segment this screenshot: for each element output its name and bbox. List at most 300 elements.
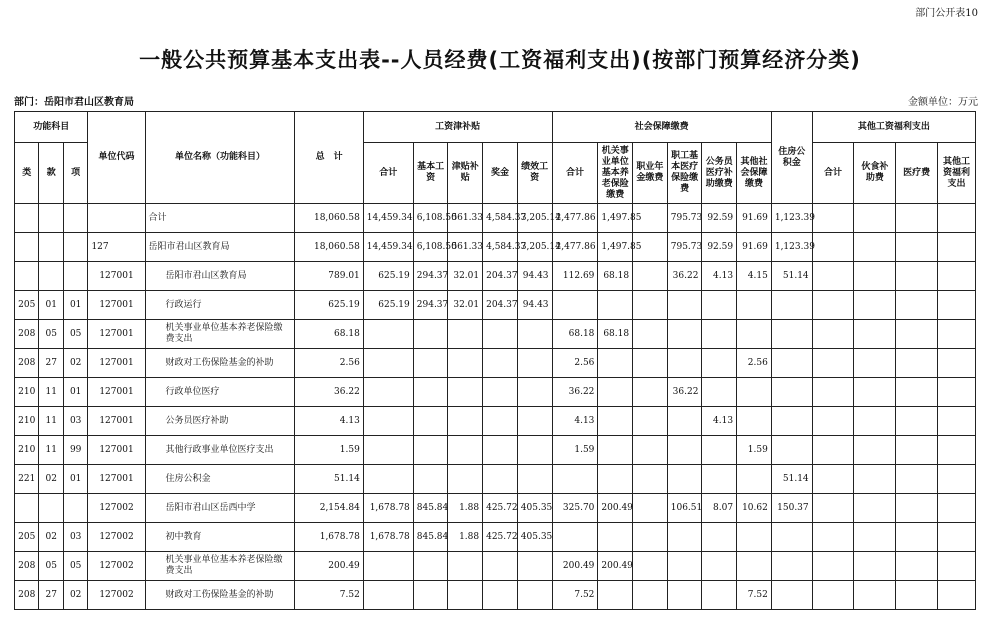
cell-unit-name: 公务员医疗补助 (145, 407, 295, 436)
cell-other (896, 407, 938, 436)
cell-wage: 4,584.37 (483, 233, 518, 262)
cell-social (737, 407, 772, 436)
cell-total: 18,060.58 (295, 204, 363, 233)
cell-total: 789.01 (295, 262, 363, 291)
cell-unit-name: 机关事业单位基本养老保险缴费支出 (145, 552, 295, 581)
cell-social (633, 523, 668, 552)
header-social-col: 职工基本医疗保险缴费 (667, 143, 702, 204)
cell-social (737, 320, 772, 349)
cell-housing (771, 436, 812, 465)
cell-social (598, 581, 633, 610)
header-unit-code: 单位代码 (88, 112, 145, 204)
header-wage-col: 津贴补贴 (448, 143, 483, 204)
cell-wage (363, 465, 413, 494)
cell-total: 2,154.84 (295, 494, 363, 523)
cell-item: 02 (63, 581, 88, 610)
cell-item (63, 204, 88, 233)
cell-item (63, 494, 88, 523)
cell-other (854, 581, 896, 610)
cell-wage (517, 407, 552, 436)
cell-kind: 210 (15, 378, 39, 407)
cell-other (896, 233, 938, 262)
cell-social: 795.73 (667, 233, 702, 262)
cell-wage (483, 552, 518, 581)
cell-unit-name: 初中教育 (145, 523, 295, 552)
header-other-col: 伙食补助费 (854, 143, 896, 204)
cell-social: 92.59 (702, 204, 737, 233)
cell-wage (448, 349, 483, 378)
cell-wage: 3,205.14 (517, 204, 552, 233)
cell-wage (483, 349, 518, 378)
cell-unit-name: 行政单位医疗 (145, 378, 295, 407)
cell-section: 11 (39, 436, 63, 465)
cell-item: 03 (63, 407, 88, 436)
cell-total: 36.22 (295, 378, 363, 407)
table-row (15, 581, 976, 610)
cell-total: 625.19 (295, 291, 363, 320)
cell-wage (413, 407, 448, 436)
cell-other (854, 378, 896, 407)
cell-total: 1.59 (295, 436, 363, 465)
cell-wage: 625.19 (363, 262, 413, 291)
cell-wage: 94.43 (517, 291, 552, 320)
cell-total: 68.18 (295, 320, 363, 349)
cell-social (667, 407, 702, 436)
header-social-group: 社会保障缴费 (552, 112, 771, 143)
cell-other (854, 407, 896, 436)
cell-other (938, 204, 976, 233)
cell-social (598, 436, 633, 465)
cell-wage: 405.35 (517, 523, 552, 552)
cell-wage: 32.01 (448, 262, 483, 291)
cell-total: 18,060.58 (295, 233, 363, 262)
cell-social (737, 378, 772, 407)
cell-wage: 425.72 (483, 494, 518, 523)
cell-other (938, 320, 976, 349)
cell-wage: 14,459.34 (363, 233, 413, 262)
cell-wage (517, 378, 552, 407)
cell-social: 2,477.86 (552, 204, 598, 233)
cell-other (812, 204, 854, 233)
cell-social: 795.73 (667, 204, 702, 233)
cell-other (938, 291, 976, 320)
cell-wage (448, 465, 483, 494)
header-section: 款 (39, 143, 63, 204)
cell-social: 4.13 (552, 407, 598, 436)
table-row (15, 378, 976, 407)
cell-wage: 204.37 (483, 291, 518, 320)
cell-unit-code: 127001 (88, 436, 145, 465)
cell-social (598, 291, 633, 320)
cell-unit-name: 财政对工伤保险基金的补助 (145, 581, 295, 610)
cell-wage: 561.33 (448, 233, 483, 262)
table-row (15, 523, 976, 552)
cell-housing: 51.14 (771, 262, 812, 291)
cell-social: 1,497.85 (598, 204, 633, 233)
header-kind: 类 (15, 143, 39, 204)
header-social-col: 合计 (552, 143, 598, 204)
cell-wage (363, 378, 413, 407)
cell-social (667, 523, 702, 552)
cell-social: 92.59 (702, 233, 737, 262)
cell-wage (448, 320, 483, 349)
cell-other (938, 552, 976, 581)
cell-social (598, 378, 633, 407)
header-other-group: 其他工资福利支出 (812, 112, 975, 143)
cell-total: 200.49 (295, 552, 363, 581)
cell-other (812, 320, 854, 349)
cell-wage (517, 436, 552, 465)
cell-other (854, 349, 896, 378)
cell-social (633, 407, 668, 436)
cell-social (552, 523, 598, 552)
cell-unit-name: 行政运行 (145, 291, 295, 320)
cell-total: 51.14 (295, 465, 363, 494)
cell-unit-name: 岳阳市君山区教育局 (145, 262, 295, 291)
cell-total: 4.13 (295, 407, 363, 436)
cell-other (812, 233, 854, 262)
cell-housing (771, 523, 812, 552)
cell-unit-code: 127 (88, 233, 145, 262)
cell-wage: 1.88 (448, 494, 483, 523)
cell-kind (15, 262, 39, 291)
cell-wage (483, 465, 518, 494)
cell-other (896, 291, 938, 320)
cell-wage (483, 320, 518, 349)
header-social-col: 机关事业单位基本养老保险缴费 (598, 143, 633, 204)
cell-wage (517, 320, 552, 349)
cell-social (702, 465, 737, 494)
header-item: 项 (63, 143, 88, 204)
cell-wage: 204.37 (483, 262, 518, 291)
cell-social (702, 320, 737, 349)
cell-wage (413, 552, 448, 581)
cell-social: 112.69 (552, 262, 598, 291)
cell-wage: 14,459.34 (363, 204, 413, 233)
cell-wage (483, 407, 518, 436)
cell-wage (448, 581, 483, 610)
cell-other (938, 349, 976, 378)
cell-kind: 210 (15, 407, 39, 436)
cell-social: 4.15 (737, 262, 772, 291)
cell-other (854, 320, 896, 349)
cell-wage (517, 552, 552, 581)
cell-other (938, 436, 976, 465)
cell-social: 2,477.86 (552, 233, 598, 262)
cell-social (702, 291, 737, 320)
cell-social (598, 465, 633, 494)
header-unit-name: 单位名称（功能科目） (145, 112, 295, 204)
cell-item (63, 262, 88, 291)
cell-section: 27 (39, 581, 63, 610)
cell-unit-code: 127002 (88, 581, 145, 610)
cell-other (896, 378, 938, 407)
cell-social: 2.56 (737, 349, 772, 378)
cell-social (667, 349, 702, 378)
cell-social: 68.18 (598, 262, 633, 291)
cell-kind: 208 (15, 581, 39, 610)
cell-other (812, 494, 854, 523)
cell-wage: 425.72 (483, 523, 518, 552)
cell-other (896, 204, 938, 233)
cell-social: 8.07 (702, 494, 737, 523)
cell-other (896, 262, 938, 291)
cell-housing: 1,123.39 (771, 204, 812, 233)
cell-housing (771, 349, 812, 378)
cell-section: 02 (39, 523, 63, 552)
cell-wage: 405.35 (517, 494, 552, 523)
cell-other (938, 581, 976, 610)
cell-wage (363, 436, 413, 465)
cell-wage: 294.37 (413, 262, 448, 291)
cell-kind: 205 (15, 523, 39, 552)
cell-other (854, 204, 896, 233)
cell-wage (363, 320, 413, 349)
page-tag: 部门公开表10 (915, 8, 978, 19)
cell-kind: 210 (15, 436, 39, 465)
cell-unit-code: 127001 (88, 407, 145, 436)
cell-social (737, 291, 772, 320)
cell-wage: 1,678.78 (363, 523, 413, 552)
cell-wage (448, 436, 483, 465)
cell-wage: 845.84 (413, 523, 448, 552)
cell-social: 200.49 (598, 552, 633, 581)
cell-kind: 221 (15, 465, 39, 494)
cell-other (896, 465, 938, 494)
cell-social: 7.52 (552, 581, 598, 610)
header-other-col: 医疗费 (896, 143, 938, 204)
cell-unit-name: 住房公积金 (145, 465, 295, 494)
table-row (15, 233, 976, 262)
cell-item: 05 (63, 320, 88, 349)
cell-social: 36.22 (667, 378, 702, 407)
cell-wage: 625.19 (363, 291, 413, 320)
cell-social: 200.49 (598, 494, 633, 523)
cell-item: 99 (63, 436, 88, 465)
cell-wage (413, 320, 448, 349)
cell-social: 91.69 (737, 233, 772, 262)
header-social-col: 其他社会保障缴费 (737, 143, 772, 204)
cell-social (633, 262, 668, 291)
cell-other (812, 581, 854, 610)
cell-housing (771, 378, 812, 407)
cell-section (39, 233, 63, 262)
cell-social (598, 523, 633, 552)
table-row (15, 407, 976, 436)
cell-unit-name: 岳阳市君山区岳西中学 (145, 494, 295, 523)
cell-other (896, 494, 938, 523)
cell-social (633, 552, 668, 581)
cell-unit-code: 127001 (88, 349, 145, 378)
cell-wage: 1,678.78 (363, 494, 413, 523)
cell-other (896, 320, 938, 349)
cell-total: 1,678.78 (295, 523, 363, 552)
cell-social: 7.52 (737, 581, 772, 610)
cell-social: 106.51 (667, 494, 702, 523)
cell-kind (15, 204, 39, 233)
cell-other (812, 407, 854, 436)
cell-kind: 208 (15, 320, 39, 349)
header-wage-col: 基本工资 (413, 143, 448, 204)
cell-wage (448, 378, 483, 407)
cell-social (552, 465, 598, 494)
cell-other (896, 349, 938, 378)
header-housing: 住房公积金 (771, 112, 812, 204)
cell-unit-code: 127002 (88, 552, 145, 581)
expenditure-table (14, 111, 976, 610)
table-row (15, 291, 976, 320)
department-label: 部门：岳阳市君山区教育局 (14, 97, 134, 108)
cell-other (812, 378, 854, 407)
cell-social (737, 523, 772, 552)
cell-wage: 6,108.50 (413, 204, 448, 233)
cell-section: 05 (39, 320, 63, 349)
cell-other (896, 552, 938, 581)
cell-unit-name: 财政对工伤保险基金的补助 (145, 349, 295, 378)
cell-wage: 32.01 (448, 291, 483, 320)
table-row (15, 494, 976, 523)
cell-wage: 294.37 (413, 291, 448, 320)
header-other-col: 其他工资福利支出 (938, 143, 976, 204)
cell-social: 91.69 (737, 204, 772, 233)
cell-social (552, 291, 598, 320)
cell-section: 11 (39, 378, 63, 407)
cell-housing (771, 291, 812, 320)
cell-social (667, 320, 702, 349)
cell-item (63, 233, 88, 262)
cell-social (737, 465, 772, 494)
page-title: 一般公共预算基本支出表--人员经费(工资福利支出)(按部门预算经济分类) (139, 48, 861, 72)
cell-section: 05 (39, 552, 63, 581)
table-row (15, 436, 976, 465)
cell-other (938, 465, 976, 494)
cell-kind: 205 (15, 291, 39, 320)
header-wage-group: 工资津补贴 (363, 112, 552, 143)
cell-social: 4.13 (702, 407, 737, 436)
cell-social (633, 465, 668, 494)
cell-section: 01 (39, 291, 63, 320)
header-other-col: 合计 (812, 143, 854, 204)
cell-unit-name: 其他行政事业单位医疗支出 (145, 436, 295, 465)
cell-section (39, 204, 63, 233)
cell-other (812, 349, 854, 378)
cell-social: 1.59 (737, 436, 772, 465)
header-total: 总 计 (295, 112, 363, 204)
cell-kind: 208 (15, 349, 39, 378)
cell-social (667, 436, 702, 465)
cell-other (812, 523, 854, 552)
cell-other (854, 233, 896, 262)
header-func-subject: 功能科目 (15, 112, 88, 143)
cell-social (633, 494, 668, 523)
header-wage-col: 合计 (363, 143, 413, 204)
cell-social (702, 436, 737, 465)
cell-kind (15, 233, 39, 262)
cell-housing: 1,123.39 (771, 233, 812, 262)
cell-total: 2.56 (295, 349, 363, 378)
cell-social (667, 291, 702, 320)
cell-social (633, 320, 668, 349)
cell-section (39, 494, 63, 523)
cell-social: 68.18 (598, 320, 633, 349)
cell-wage (363, 407, 413, 436)
cell-kind: 208 (15, 552, 39, 581)
cell-wage (413, 349, 448, 378)
cell-wage (413, 378, 448, 407)
cell-social (633, 436, 668, 465)
header-social-col: 职业年金缴费 (633, 143, 668, 204)
cell-other (938, 262, 976, 291)
cell-unit-code: 127001 (88, 378, 145, 407)
table-row (15, 204, 976, 233)
cell-wage (363, 581, 413, 610)
cell-other (812, 436, 854, 465)
cell-unit-code: 127001 (88, 291, 145, 320)
cell-social (667, 581, 702, 610)
cell-unit-code: 127001 (88, 465, 145, 494)
cell-section: 11 (39, 407, 63, 436)
cell-housing: 150.37 (771, 494, 812, 523)
cell-wage: 561.33 (448, 204, 483, 233)
cell-kind (15, 494, 39, 523)
cell-wage (517, 349, 552, 378)
cell-housing (771, 320, 812, 349)
cell-social (737, 552, 772, 581)
cell-other (854, 291, 896, 320)
cell-wage (413, 436, 448, 465)
cell-social (702, 378, 737, 407)
unit-label: 金额单位：万元 (908, 97, 978, 108)
cell-unit-code: 127001 (88, 262, 145, 291)
cell-social: 325.70 (552, 494, 598, 523)
table-row (15, 349, 976, 378)
cell-social (667, 465, 702, 494)
cell-social: 2.56 (552, 349, 598, 378)
cell-housing (771, 407, 812, 436)
cell-other (854, 523, 896, 552)
cell-wage (413, 465, 448, 494)
cell-item: 02 (63, 349, 88, 378)
cell-social: 1.59 (552, 436, 598, 465)
table-row (15, 320, 976, 349)
header-wage-col: 奖金 (483, 143, 518, 204)
cell-wage: 4,584.37 (483, 204, 518, 233)
cell-item: 03 (63, 523, 88, 552)
cell-social (598, 407, 633, 436)
cell-section: 27 (39, 349, 63, 378)
header-social-col: 公务员医疗补助缴费 (702, 143, 737, 204)
cell-housing: 51.14 (771, 465, 812, 494)
cell-other (812, 552, 854, 581)
cell-wage (448, 552, 483, 581)
cell-social (633, 291, 668, 320)
cell-other (938, 494, 976, 523)
cell-unit-name: 岳阳市君山区教育局 (145, 233, 295, 262)
cell-unit-code (88, 204, 145, 233)
cell-social (633, 378, 668, 407)
cell-social (702, 552, 737, 581)
cell-other (938, 523, 976, 552)
cell-other (812, 291, 854, 320)
cell-item: 01 (63, 291, 88, 320)
cell-other (938, 233, 976, 262)
cell-wage (448, 407, 483, 436)
cell-section (39, 262, 63, 291)
cell-social (633, 581, 668, 610)
cell-other (812, 465, 854, 494)
cell-social: 4.13 (702, 262, 737, 291)
cell-section: 02 (39, 465, 63, 494)
